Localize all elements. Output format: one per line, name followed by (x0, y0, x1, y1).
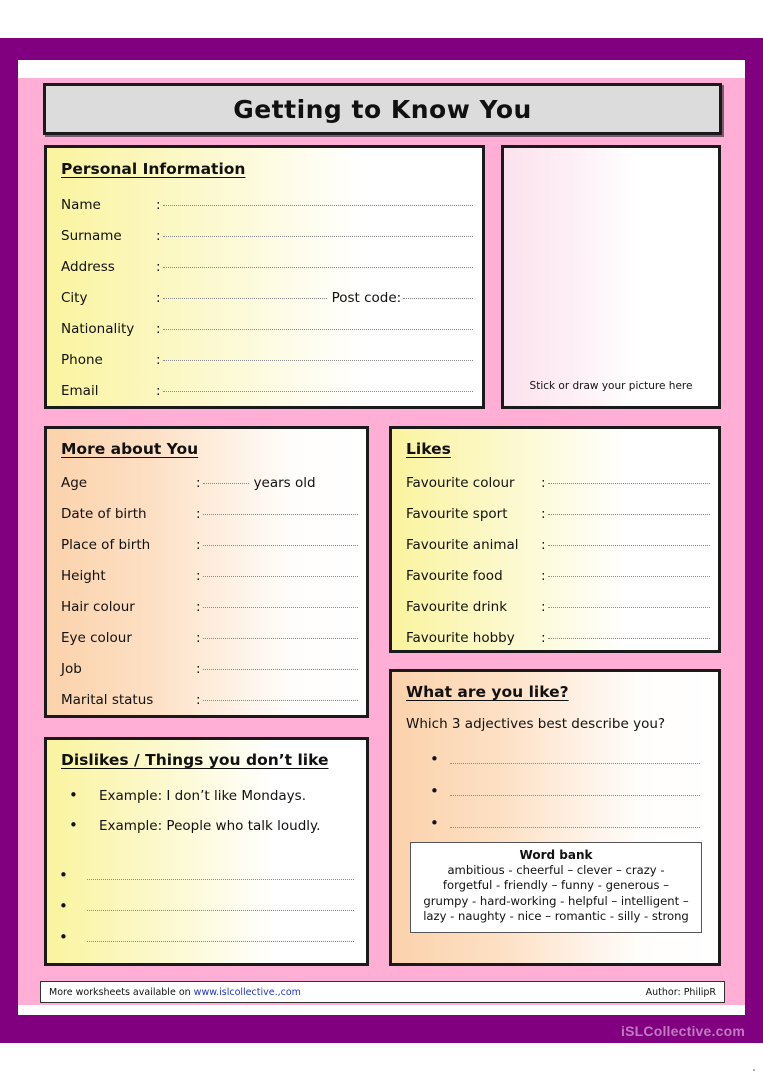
field-row-surname (61, 228, 473, 244)
what-are-you-like-box (389, 669, 721, 966)
field-input-line[interactable] (203, 607, 358, 608)
picture-placeholder-box[interactable] (501, 145, 721, 409)
dislike-bullet-2 (59, 899, 354, 914)
islcollective-watermark: iSLCollective.com (621, 1023, 745, 1039)
field-input-line[interactable] (203, 576, 358, 577)
field-row-nationality (61, 321, 473, 337)
personal-information-heading: Personal Information (61, 160, 246, 178)
more-about-you-box (44, 426, 369, 718)
field-row-date-of-birth (61, 506, 358, 522)
field-input-line[interactable] (163, 391, 473, 392)
field-colon: : (156, 228, 161, 244)
field-row-favourite-food (406, 568, 710, 584)
field-input-line[interactable] (548, 483, 710, 484)
field-colon: : (156, 290, 161, 306)
what-are-you-like-heading: What are you like? (406, 683, 569, 701)
field-colon: : (541, 568, 546, 584)
field-label: Name (61, 197, 101, 213)
field-input-line[interactable] (203, 514, 358, 515)
field-label: Favourite animal (406, 537, 519, 553)
word-bank-title: Word bank (519, 848, 593, 862)
field-colon: : (196, 692, 201, 708)
field-row-eye-colour (61, 630, 358, 646)
post-code-input-line[interactable] (403, 298, 473, 299)
field-colon: : (196, 599, 201, 615)
field-colon: : (196, 568, 201, 584)
dislikes-box (44, 737, 369, 966)
field-label: Nationality (61, 321, 135, 337)
footer-author: Author: PhilipR (645, 986, 716, 998)
bullet-icon: • (430, 782, 439, 800)
field-colon: : (156, 352, 161, 368)
bullet-icon: • (59, 928, 68, 946)
field-label: Date of birth (61, 506, 147, 522)
field-label: Favourite sport (406, 506, 508, 522)
dislike-bullet-1 (59, 868, 354, 883)
field-label: Place of birth (61, 537, 151, 553)
field-input-line[interactable] (203, 545, 358, 546)
field-row-age (61, 475, 358, 491)
field-row-favourite-animal (406, 537, 710, 553)
post-code-label: Post code: (331, 290, 402, 306)
dislikes-heading: Dislikes / Things you don’t like (61, 751, 329, 769)
field-row-address (61, 259, 473, 275)
field-label: Height (61, 568, 106, 584)
field-label: Favourite drink (406, 599, 508, 615)
personal-information-box (44, 145, 485, 409)
field-label: Address (61, 259, 115, 275)
field-colon: : (541, 599, 546, 615)
field-colon: : (196, 630, 201, 646)
field-input-line[interactable] (163, 329, 473, 330)
bullet-icon: • (430, 814, 439, 832)
field-input-line[interactable] (203, 700, 358, 701)
field-colon: : (541, 630, 546, 646)
field-colon: : (541, 537, 546, 553)
field-input-line[interactable] (163, 205, 473, 206)
field-input-line[interactable] (548, 607, 710, 608)
dislike-bullet-3 (59, 930, 354, 945)
islcollective-link[interactable]: www.islcollective.,com (193, 986, 301, 998)
dislike-example-text: Example: People who talk loudly. (99, 818, 321, 834)
dislike-example-text: Example: I don’t like Mondays. (99, 788, 306, 804)
field-row-place-of-birth (61, 537, 358, 553)
field-colon: : (541, 475, 546, 491)
field-row-favourite-colour (406, 475, 710, 491)
field-colon: : (541, 506, 546, 522)
adjective-input-line[interactable] (450, 795, 700, 796)
field-row-favourite-hobby (406, 630, 710, 646)
field-label: Favourite hobby (406, 630, 515, 646)
field-label: City (61, 290, 88, 306)
dislike-example-2 (69, 818, 359, 834)
field-input-line[interactable] (163, 267, 473, 268)
age-unit-label: years old (253, 475, 316, 491)
adjective-bullet-3 (430, 816, 700, 831)
likes-heading: Likes (406, 440, 451, 458)
adjective-input-line[interactable] (450, 827, 700, 828)
field-row-job (61, 661, 358, 677)
field-label: Surname (61, 228, 122, 244)
field-input-line[interactable] (548, 545, 710, 546)
picture-placeholder-caption: Stick or draw your picture here (529, 380, 693, 392)
field-colon: : (156, 259, 161, 275)
dislike-input-line[interactable] (87, 910, 354, 911)
bullet-icon: • (69, 786, 78, 804)
footer-credit-text: More worksheets available on (49, 986, 194, 998)
adjective-input-line[interactable] (450, 763, 700, 764)
adjective-bullet-2 (430, 784, 700, 799)
field-colon: : (156, 321, 161, 337)
field-colon: : (196, 475, 201, 491)
field-colon: : (156, 197, 161, 213)
field-label: Favourite colour (406, 475, 515, 491)
field-row-phone (61, 352, 473, 368)
field-row-city (61, 290, 473, 306)
field-label: Eye colour (61, 630, 132, 646)
field-input-line[interactable] (548, 514, 710, 515)
field-input-line[interactable] (548, 638, 710, 639)
field-input-line[interactable] (203, 638, 358, 639)
field-row-hair-colour (61, 599, 358, 615)
city-input-line[interactable] (163, 298, 327, 299)
field-row-favourite-drink (406, 599, 710, 615)
word-bank-line: ambitious - cheerful – clever – crazy - (447, 863, 665, 877)
field-label: Email (61, 383, 99, 399)
bullet-icon: • (69, 816, 78, 834)
bullet-icon: • (59, 897, 68, 915)
field-colon: : (196, 537, 201, 553)
word-bank-box (410, 842, 702, 933)
field-label: Phone (61, 352, 103, 368)
field-row-favourite-sport (406, 506, 710, 522)
adjective-bullet-1 (430, 752, 700, 767)
field-input-line[interactable] (203, 669, 358, 670)
word-bank-line: forgetful - friendly – funny - generous – (442, 878, 670, 893)
field-colon: : (196, 661, 201, 677)
field-label: Hair colour (61, 599, 135, 615)
what-are-you-like-prompt: Which 3 adjectives best describe you? (406, 716, 666, 732)
field-label: Age (61, 475, 88, 491)
page-title: Getting to Know You (233, 94, 532, 124)
field-colon: : (156, 383, 161, 399)
bullet-icon: • (59, 866, 68, 884)
age-input-line[interactable] (203, 483, 249, 484)
dislike-input-line[interactable] (87, 879, 354, 880)
field-row-name (61, 197, 473, 213)
corner-dot-marker (753, 1069, 755, 1071)
field-row-marital-status (61, 692, 358, 708)
dislike-example-1 (69, 788, 359, 804)
word-bank-line: grumpy - hard-working - helpful – intelligent – (423, 893, 689, 908)
worksheet-title-banner (43, 83, 722, 135)
dislike-input-line[interactable] (87, 941, 354, 942)
field-row-email (61, 383, 473, 399)
field-input-line[interactable] (548, 576, 710, 577)
footer-bar (40, 981, 725, 1003)
field-colon: : (196, 506, 201, 522)
likes-box (389, 426, 721, 653)
field-label: Marital status (61, 692, 154, 708)
footer-credit (41, 987, 301, 998)
more-about-you-heading: More about You (61, 440, 199, 458)
field-label: Job (61, 661, 82, 677)
field-row-height (61, 568, 358, 584)
field-label: Favourite food (406, 568, 503, 584)
bullet-icon: • (430, 750, 439, 768)
field-input-line[interactable] (163, 236, 473, 237)
word-bank-line: lazy - naughty - nice – romantic - silly - strong (423, 909, 689, 924)
field-input-line[interactable] (163, 360, 473, 361)
